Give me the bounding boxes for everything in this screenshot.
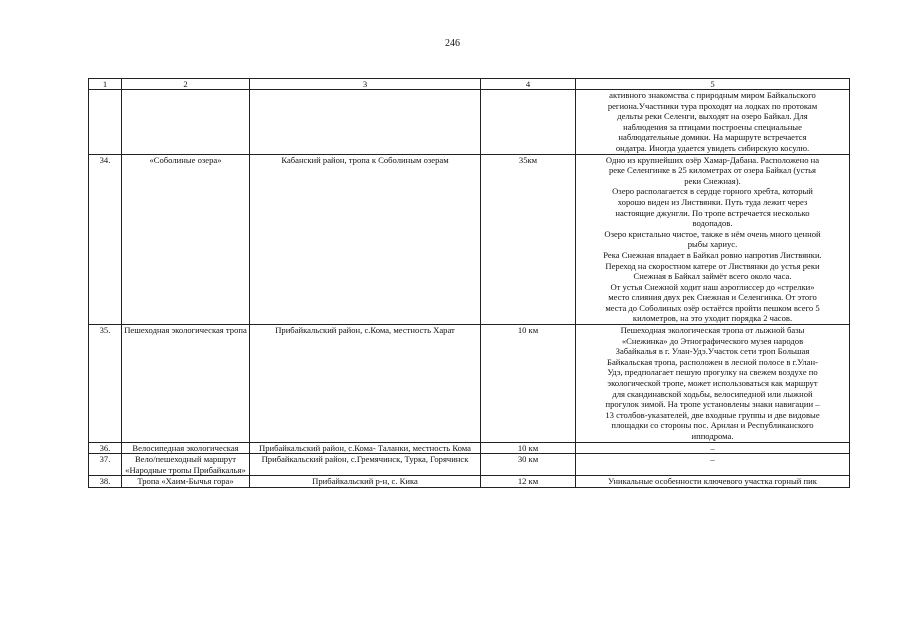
description-line: наблюдения за птицами построены специальные — [623, 121, 802, 132]
description-line: километров, на это уходит порядка 2 часов. — [632, 313, 793, 324]
table-row — [89, 442, 850, 454]
description-line: рыбы хариус. — [687, 239, 738, 250]
table-row — [89, 154, 850, 325]
route-name-cell: Пешеходная экологическая тропа — [122, 325, 250, 443]
description-line: региона.Участники тура проходят на лодках по протокам — [607, 100, 818, 111]
route-name-cell — [122, 90, 250, 155]
row-number-cell — [89, 90, 122, 155]
description-line: ондатра. Иногда удается увидеть сибирскую косулю. — [615, 142, 810, 153]
table-row — [89, 454, 850, 476]
description-line: место слияния двух рек Снежная и Селенгинка. От этого — [608, 292, 817, 303]
route-name-cell: Вело/пешеходный маршрут «Народные тропы Прибайкалья» — [122, 454, 250, 476]
column-header: 2 — [122, 79, 250, 90]
description-cell — [576, 154, 850, 325]
table-row-continuation — [89, 90, 850, 155]
description-cell — [576, 454, 850, 476]
description-line: – — [710, 454, 715, 465]
row-number-cell: 38. — [89, 476, 122, 488]
description-line: Одно из крупнейших озёр Хамар-Дабана. Расположено на — [605, 154, 820, 165]
location-cell: Прибайкальский район, с.Кома- Таланки, местность Кома — [250, 442, 481, 454]
description-line: Уникальные особенности ключевого участка горный пик — [608, 476, 817, 487]
description-line: для скандинавской ходьбы, велосипедной или лыжной — [612, 388, 813, 399]
column-header: 5 — [576, 79, 850, 90]
row-number-cell: 36. — [89, 442, 122, 454]
table-row — [89, 325, 850, 443]
column-header: 4 — [481, 79, 576, 90]
description-line: водопадов. — [692, 218, 733, 229]
location-cell: Прибайкальский район, с.Кома, местность Харат — [250, 325, 481, 443]
description-line: Озеро располагается в сердце горного хребта, который — [612, 186, 813, 197]
page-number: 246 — [445, 38, 460, 49]
route-name-cell: «Соболиные озера» — [122, 154, 250, 325]
location-cell — [250, 90, 481, 155]
length-cell: 10 км — [481, 325, 576, 443]
length-cell: 12 км — [481, 476, 576, 488]
route-name-cell: Велосипедная экологическая — [122, 442, 250, 454]
column-header: 3 — [250, 79, 481, 90]
length-cell: 30 км — [481, 454, 576, 476]
description-line: «Снежинка» до Этнографического музея народов — [621, 335, 804, 346]
description-line: реке Селенгинке в 25 километрах от озера Байкал (устья — [608, 165, 817, 176]
location-cell: Кабанский район, тропа к Соболиным озерам — [250, 154, 481, 325]
description-cell — [576, 325, 850, 443]
description-cell — [576, 90, 850, 155]
description-line: – — [710, 442, 715, 453]
description-line: экологической тропе, может использоваться как маршрут — [607, 378, 818, 389]
location-cell: Прибайкальский р-н, с. Кика — [250, 476, 481, 488]
description-line: прогулок зимой. На тропе установлены знаки навигации – — [605, 399, 820, 410]
description-line: Удэ, предполагает пешую прогулку на свежем воздухе по — [607, 367, 818, 378]
length-cell: 35км — [481, 154, 576, 325]
description-line: Снежная в Байкал займёт всего около часа. — [633, 271, 792, 282]
route-name-cell: Тропа «Хаим-Бычья гора» — [122, 476, 250, 488]
description-line: площадки со стороны пос. Арнлан и Республиканского — [611, 420, 814, 431]
description-line: реки Снежная). — [684, 175, 741, 186]
description-line: ипподрома. — [691, 431, 734, 441]
column-header: 1 — [89, 79, 122, 90]
description-line: От устья Снежной ходит наш аэроглиссер до «стрелки» — [610, 281, 815, 292]
routes-table — [88, 78, 850, 488]
length-cell: 10 км — [481, 442, 576, 454]
description-line: 13 столбов-указателей, две входные группы и две видовые — [605, 409, 820, 420]
row-number-cell: 37. — [89, 454, 122, 476]
description-line: Забайкалья в г. Улан-Удэ.Участок сети троп Большая — [615, 346, 810, 357]
table-header-row — [89, 79, 850, 90]
location-cell: Прибайкальский район, с.Гремячинск, Турка, Горячинск — [250, 454, 481, 476]
row-number-cell: 35. — [89, 325, 122, 443]
description-line: места до Соболиных озёр остаётся пройти пешком всего 5 — [605, 302, 820, 313]
description-line: Озеро кристально чистое, также в нём очень много ценной — [604, 228, 821, 239]
description-line: хорошо виден из Листвянки. Путь туда лежит через — [617, 196, 808, 207]
description-line: Переход на скоростном катере от Листвянки до устья реки — [605, 260, 820, 271]
description-line: Пешеходная экологическая тропа от лыжной базы — [620, 325, 805, 336]
table-row — [89, 476, 850, 488]
description-line: активного знакомства с природным миром Байкальского — [609, 90, 816, 100]
description-line: наблюдательные домики. На маршруте встречается — [618, 132, 807, 143]
length-cell — [481, 90, 576, 155]
description-line: настоящие джунгли. По тропе встречается несколько — [615, 207, 810, 218]
row-number-cell: 34. — [89, 154, 122, 325]
description-cell — [576, 442, 850, 454]
description-cell — [576, 476, 850, 488]
description-line: дельты реки Селенги, выходят на озеро Байкал. Для — [617, 111, 808, 122]
description-line: Байкальская тропа, расположен в лесной полосе в г.Улан- — [607, 356, 818, 367]
description-line: Река Снежная впадает в Байкал ровно напротив Листвянки. — [603, 249, 822, 260]
